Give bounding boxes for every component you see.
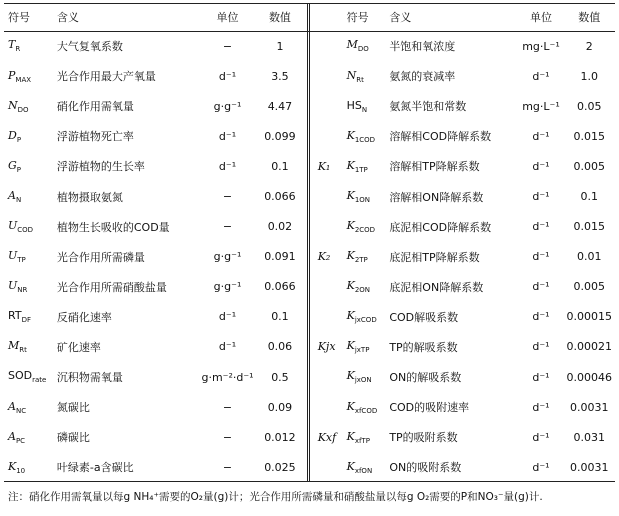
param-meaning: 氨氮的衰减率 — [389, 70, 456, 84]
table-note: 注：硝化作用需氧量以每g NH₄⁺需要的O₂量(g)计；光合作用所需磷量和硝酸盐量以每g O₂需要的P和NO₃⁻量(g)计. — [8, 491, 543, 503]
param-unit: − — [222, 39, 233, 53]
param-meaning: ON的解吸系数 — [389, 371, 462, 385]
param-value: 0.00021 — [566, 340, 613, 354]
param-value: 0.09 — [267, 400, 293, 414]
param-symbol: $M_{DO}$ — [346, 38, 369, 54]
param-unit: d⁻¹ — [532, 69, 550, 83]
param-value: 0.005 — [573, 159, 606, 173]
param-unit: d⁻¹ — [532, 340, 550, 354]
param-value: 0.05 — [577, 99, 602, 113]
param-meaning: 矿化速率 — [56, 340, 101, 354]
param-unit: d⁻¹ — [532, 220, 550, 234]
table-row — [4, 151, 615, 181]
param-group — [312, 392, 347, 422]
param-unit: d⁻¹ — [218, 159, 237, 173]
param-group — [312, 61, 347, 91]
param-meaning: 底泥相TP降解系数 — [389, 250, 480, 264]
param-unit: d⁻¹ — [532, 430, 550, 444]
param-unit: d⁻¹ — [532, 250, 550, 264]
param-symbol: $K_{1TP}$ — [346, 158, 368, 175]
param-value: 1.0 — [580, 69, 599, 83]
table-row — [4, 242, 615, 272]
table-row — [4, 362, 615, 392]
param-value: 0.5 — [271, 370, 289, 384]
param-unit: d⁻¹ — [532, 159, 550, 173]
header-symbol: 符号 — [8, 11, 30, 24]
param-value: 0.066 — [264, 280, 296, 294]
param-unit: mg·L⁻¹ — [522, 99, 560, 113]
param-symbol: $K_{2TP}$ — [346, 249, 368, 265]
param-value: 0.1 — [271, 159, 289, 173]
param-group — [312, 121, 347, 151]
param-meaning: 底泥相COD降解系数 — [389, 220, 492, 234]
param-group — [312, 212, 347, 242]
param-meaning: 溶解相COD降解系数 — [389, 130, 492, 144]
param-meaning: 植物摄取氨氮 — [56, 190, 123, 204]
parameter-table — [4, 3, 615, 482]
param-meaning: 底泥相ON降解系数 — [389, 280, 484, 294]
param-meaning: 光合作用所需磷量 — [56, 250, 145, 264]
param-group: K₁ — [317, 159, 331, 173]
param-unit: − — [222, 190, 233, 204]
param-meaning: 氮碳比 — [56, 401, 90, 415]
param-symbol: $U_{NR}$ — [8, 279, 28, 295]
param-group: K₂ — [317, 250, 331, 264]
param-symbol: $M_{Rt}$ — [8, 339, 27, 355]
param-group — [312, 91, 347, 121]
param-symbol: $K_{jxCOD}$ — [346, 309, 377, 325]
header-value: 数值 — [268, 11, 291, 24]
param-value: 0.02 — [267, 220, 293, 234]
param-meaning: 磷碳比 — [56, 431, 90, 445]
param-group: Kjx — [317, 340, 336, 354]
param-unit: d⁻¹ — [532, 129, 550, 143]
param-meaning: 浮游植物的生长率 — [56, 160, 145, 174]
param-meaning: COD的吸附速率 — [389, 401, 470, 415]
param-symbol: $T_R$ — [8, 38, 21, 54]
param-group — [312, 272, 347, 302]
header-symbol-right: 符号 — [346, 11, 369, 24]
table-row — [4, 181, 615, 211]
param-meaning: 反硝化速率 — [56, 310, 112, 324]
param-value: 0.1 — [580, 190, 599, 204]
param-symbol: $K_{1COD}$ — [346, 128, 376, 144]
param-unit: g·g⁻¹ — [213, 280, 242, 294]
param-unit: d⁻¹ — [532, 280, 550, 294]
table-row — [4, 31, 615, 61]
param-symbol: $N_{Rt}$ — [346, 68, 364, 84]
param-meaning: 植物生长吸收的COD量 — [56, 220, 170, 234]
param-symbol: $U_{COD}$ — [8, 219, 34, 235]
param-value: 4.47 — [267, 99, 293, 113]
param-symbol: $K_{xfON}$ — [346, 459, 373, 475]
param-unit: d⁻¹ — [532, 190, 550, 204]
param-meaning: ON的吸附系数 — [389, 461, 462, 475]
param-meaning: 叶绿素-a含碳比 — [56, 461, 134, 475]
param-value: 0.031 — [573, 430, 606, 444]
table-row — [4, 121, 615, 151]
param-group: Kxf — [317, 430, 337, 444]
param-meaning: 光合作用所需硝酸盐量 — [56, 280, 167, 294]
param-symbol: $D_P$ — [8, 128, 22, 144]
param-group — [312, 181, 347, 211]
param-unit: − — [222, 400, 233, 414]
param-symbol: $A_{PC}$ — [8, 429, 26, 445]
param-unit: − — [222, 430, 233, 444]
param-unit: g·m⁻²·d⁻¹ — [201, 370, 254, 384]
table-row — [4, 422, 615, 452]
header-row — [4, 3, 615, 31]
param-value: 1 — [276, 39, 284, 53]
param-group — [312, 452, 347, 482]
param-value: 0.015 — [573, 220, 606, 234]
param-value: 0.0031 — [570, 400, 609, 414]
table-row — [4, 302, 615, 332]
param-unit: d⁻¹ — [218, 340, 237, 354]
param-unit: d⁻¹ — [532, 460, 550, 474]
param-meaning: COD解吸系数 — [389, 310, 459, 324]
header-meaning: 含义 — [56, 11, 79, 24]
header-value-right: 数值 — [578, 11, 601, 24]
param-meaning: 浮游植物死亡率 — [56, 130, 134, 144]
param-value: 0.06 — [267, 340, 293, 354]
table-row — [4, 91, 615, 121]
param-value: 0.091 — [264, 250, 296, 264]
table-row — [4, 272, 615, 302]
param-meaning: 半饱和氧浓度 — [389, 40, 456, 54]
header-meaning-right: 含义 — [389, 11, 412, 24]
table-row — [4, 212, 615, 242]
param-value: 0.00046 — [566, 370, 613, 384]
param-value: 0.015 — [573, 129, 606, 143]
param-meaning: TP的解吸系数 — [389, 340, 458, 354]
param-meaning: 溶解相ON降解系数 — [389, 190, 484, 204]
param-unit: mg·L⁻¹ — [522, 39, 560, 53]
param-unit: d⁻¹ — [218, 69, 237, 83]
param-symbol: $K_{2ON}$ — [346, 279, 371, 295]
param-value: 0.066 — [264, 190, 296, 204]
param-value: 0.00015 — [566, 310, 613, 324]
param-meaning: 硝化作用需氧量 — [56, 100, 134, 114]
table-row — [4, 61, 615, 91]
param-value: 3.5 — [271, 69, 289, 83]
param-unit: d⁻¹ — [532, 400, 550, 414]
param-symbol: $N_{DO}$ — [8, 98, 29, 114]
param-symbol: $SOD_{rate}$ — [8, 369, 47, 385]
table-row — [4, 332, 615, 362]
param-symbol: $A_{NC}$ — [8, 399, 27, 415]
param-symbol: $HS_N$ — [346, 98, 368, 114]
param-unit: − — [222, 460, 233, 474]
header-unit: 单位 — [216, 11, 239, 24]
param-symbol: $K_{jxON}$ — [346, 369, 372, 385]
param-symbol: $K_{xfTP}$ — [346, 429, 370, 445]
param-group — [312, 302, 347, 332]
param-unit: − — [222, 220, 233, 234]
param-value: 0.01 — [577, 250, 602, 264]
param-symbol: $A_N$ — [8, 188, 22, 205]
param-value: 0.012 — [264, 430, 296, 444]
param-symbol: $K_{2COD}$ — [346, 219, 376, 235]
param-value: 0.0031 — [570, 460, 609, 474]
param-unit: g·g⁻¹ — [213, 99, 242, 113]
param-value: 0.1 — [271, 310, 289, 324]
param-unit: d⁻¹ — [532, 370, 550, 384]
param-value: 0.025 — [264, 460, 296, 474]
param-meaning: 光合作用最大产氧量 — [56, 70, 156, 84]
param-meaning: 沉积物需氧量 — [56, 371, 123, 385]
param-meaning: TP的吸附系数 — [389, 431, 458, 445]
param-symbol: $K_{10}$ — [8, 459, 26, 475]
param-symbol: $K_{jxTP}$ — [346, 339, 370, 355]
param-symbol: $G_P$ — [8, 158, 22, 175]
param-symbol: $K_{xfCOD}$ — [346, 399, 378, 415]
param-meaning: 氨氮半饱和常数 — [389, 100, 467, 114]
header-unit-right: 单位 — [529, 11, 552, 24]
param-group — [312, 31, 347, 61]
table-body — [4, 31, 615, 482]
param-unit: g·g⁻¹ — [213, 250, 242, 264]
param-symbol: $K_{1ON}$ — [346, 188, 371, 205]
param-unit: d⁻¹ — [218, 129, 237, 143]
param-unit: d⁻¹ — [218, 310, 237, 324]
param-meaning: 溶解相TP降解系数 — [389, 160, 480, 174]
param-value: 0.005 — [573, 280, 606, 294]
table-row — [4, 392, 615, 422]
param-symbol: $U_{TP}$ — [8, 249, 26, 265]
param-group — [312, 362, 347, 392]
param-meaning: 大气复氧系数 — [56, 40, 123, 54]
param-value: 0.099 — [264, 129, 296, 143]
param-value: 2 — [585, 39, 593, 53]
table-row — [4, 452, 615, 482]
param-symbol: $P_{MAX}$ — [8, 68, 32, 84]
param-unit: d⁻¹ — [532, 310, 550, 324]
param-symbol: $RT_{DF}$ — [8, 309, 31, 325]
